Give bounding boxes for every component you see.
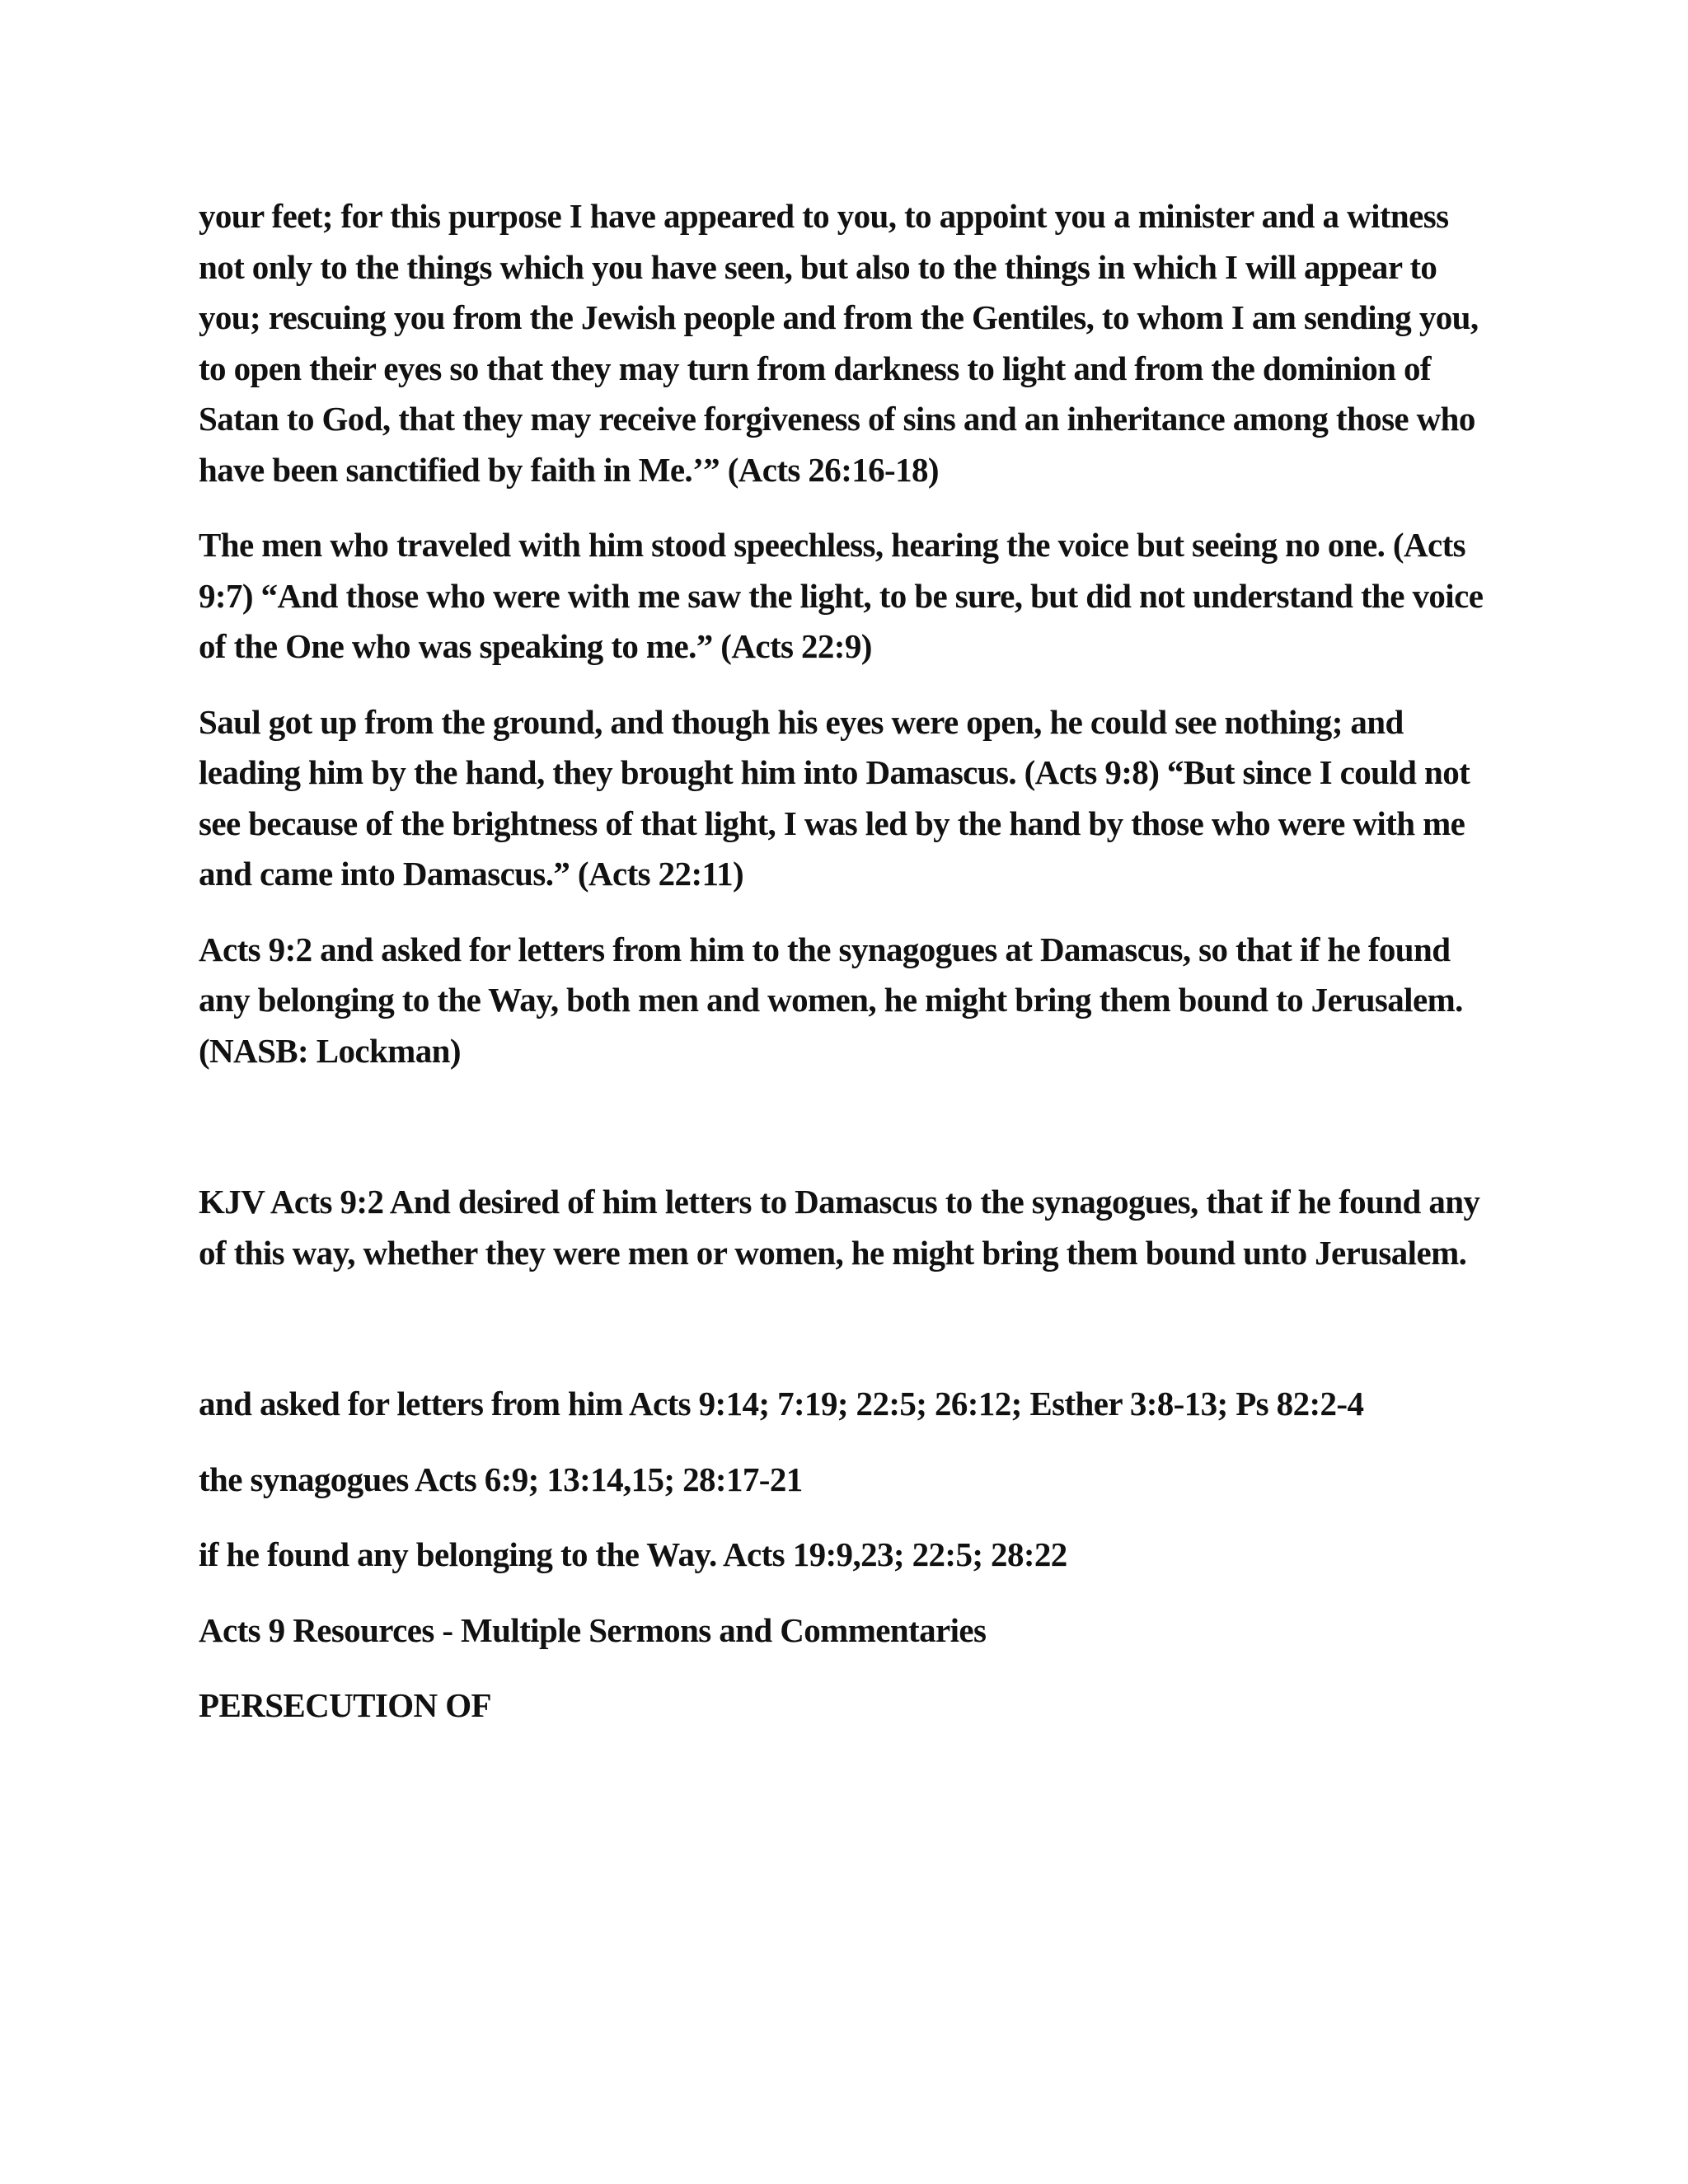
section-heading: PERSECUTION OF bbox=[199, 1686, 491, 1724]
blank-spacer bbox=[199, 1303, 1501, 1379]
cross-reference-letters: and asked for letters from him Acts 9:14; 7:19; 22:5; 26:12; Esther 3:8-13; Ps 82:2-4 bbox=[199, 1385, 1364, 1422]
paragraph-acts-26-16-18: your feet; for this purpose I have appeared to you, to appoint you a minister and a witness not only to the things which you have seen, but also to the things in which I will appear to you; rescuing you from the Jewish people and from the Gentiles, to whom I am sending you, to open their eyes so that they may turn from darkness to light and from the dominion of Satan to God, that they may receive forgiveness of sins and an inheritance among those who have been sanctified by faith in Me.’” (Acts 26:16-18) bbox=[199, 197, 1479, 489]
paragraph-acts-9-7: The men who traveled with him stood speechless, hearing the voice but seeing no one. (Acts 9:7) “And those who were with me saw the light, to be sure, but did not understand the voice of the One who was speaking to me.” (Acts 22:9) bbox=[199, 526, 1484, 665]
document-page bbox=[199, 191, 1501, 1756]
cross-reference-synagogues: the synagogues Acts 6:9; 13:14,15; 28:17-21 bbox=[199, 1460, 803, 1498]
paragraph-acts-9-2-nasb: Acts 9:2 and asked for letters from him to the synagogues at Damascus, so that if he found any belonging to the Way, both men and women, he might bring them bound to Jerusalem. (NASB: Lockman) bbox=[199, 930, 1463, 1070]
paragraph-acts-9-8: Saul got up from the ground, and though his eyes were open, he could see nothing; and leading him by the hand, they brought him into Damascus. (Acts 9:8) “But since I could not see because of the brightness of that light, I was led by the hand by those who were with me and came into Damascus.” (Acts 22:11) bbox=[199, 702, 1470, 893]
cross-reference-the-way: if he found any belonging to the Way. Acts 19:9,23; 22:5; 28:22 bbox=[199, 1535, 1067, 1573]
blank-spacer bbox=[199, 1101, 1501, 1177]
resources-heading: Acts 9 Resources - Multiple Sermons and Commentaries bbox=[199, 1610, 987, 1649]
paragraph-acts-9-2-kjv: KJV Acts 9:2 And desired of him letters to Damascus to the synagogues, that if he found any of this way, whether they were men or women, he might bring them bound unto Jerusalem. bbox=[199, 1183, 1480, 1272]
